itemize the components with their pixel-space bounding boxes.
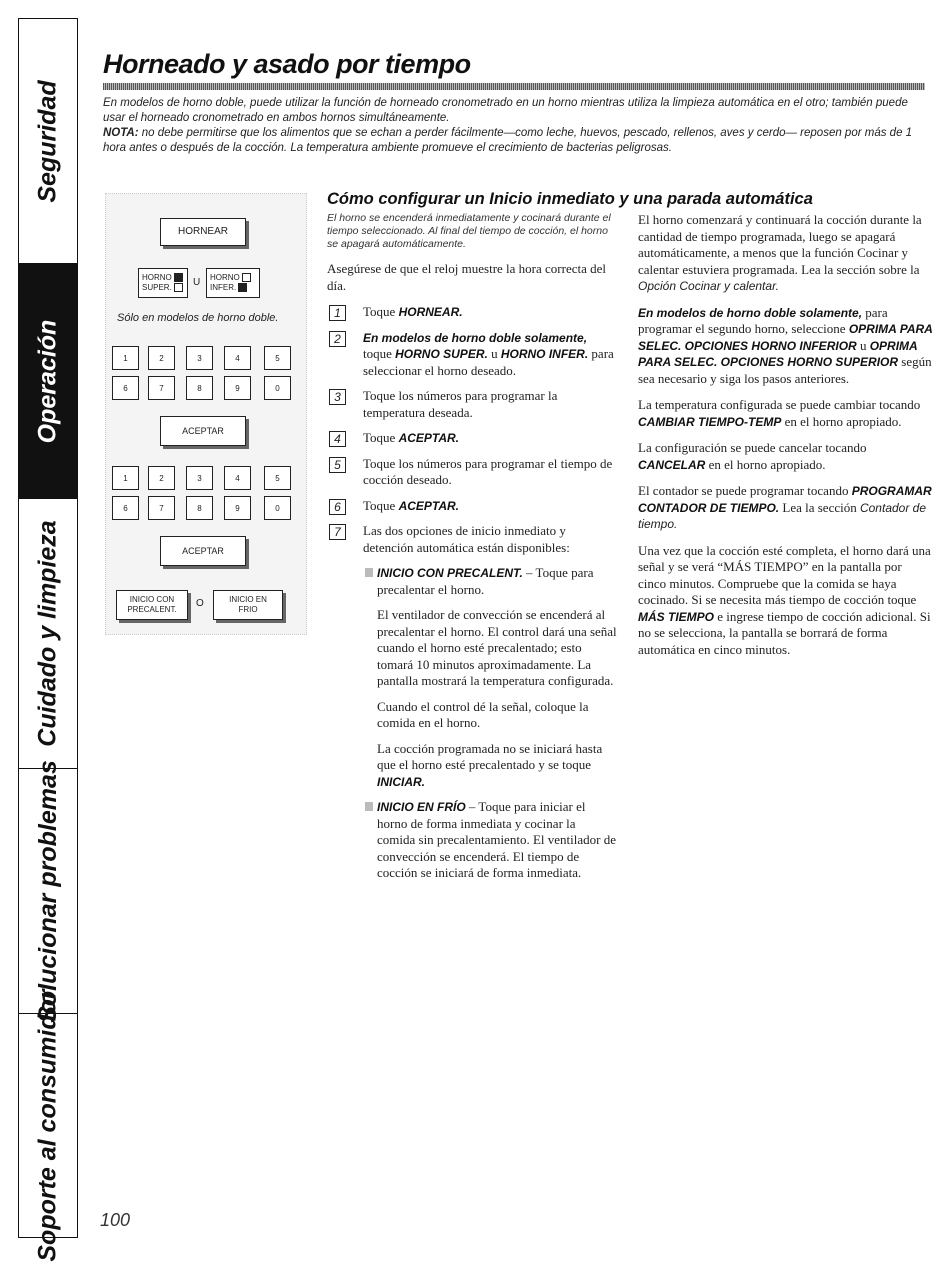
step-text: Toque [363, 304, 399, 319]
step-1 [327, 304, 617, 321]
paragraph-text: en el horno apropiado. [705, 456, 826, 472]
control-panel-illustration [105, 193, 307, 635]
intro-note [103, 126, 933, 156]
paragraph-keyword: MÁS TIEMPO [638, 609, 715, 624]
intro-text [103, 96, 933, 156]
hornear-key-label: HORNEAR [177, 226, 228, 237]
step-keyword: ACEPTAR. [398, 498, 460, 513]
section-reference: Opción Cocinar y calentar. [638, 279, 779, 293]
side-navigation [18, 18, 78, 1262]
step-text: Toque los números para programar la temperatura deseada. [363, 388, 558, 420]
step-text: Toque [363, 430, 399, 445]
horno-super-label-1: HORNO [142, 273, 172, 282]
section-heading: Cómo configurar un Inicio inmediato y una parada automática [327, 190, 813, 208]
keypad-8-key: 8 [186, 376, 213, 400]
keypad-3-key: 3 [186, 346, 213, 370]
paragraph-text: El contador se puede programar tocando [638, 483, 852, 498]
paragraph-keyword: OPRIMA PARA SELEC. OPCIONES HORNO SUPERIOR [638, 338, 918, 369]
right-paragraph-1 [638, 212, 933, 295]
step-number: 6 [329, 499, 346, 515]
paragraph-text: Lea la sección [779, 499, 860, 515]
option-text: La cocción programada no se iniciará hasta que el horno esté precalentado y se toque [377, 740, 603, 772]
paragraph-keyword: OPRIMA PARA SELEC. OPCIONES HORNO INFERIOR [638, 322, 933, 353]
tab-soporte-al-consumidor[interactable] [19, 989, 77, 1262]
option-text: – Toque para precalentar el horno. [377, 565, 594, 597]
indicator-square-icon [242, 273, 251, 282]
notes-column [638, 212, 933, 668]
or-separator: U [193, 277, 201, 288]
inicio-en-label-1: INICIO EN [229, 595, 267, 604]
tab-seguridad-label: Seguridad [33, 79, 62, 203]
option-text: – Toque para iniciar el horno de forma inmediata y cocinar la comida sin precalentamiento. El ventilador de convección se encenderá. El tiempo de cocción se iniciará de forma inmediata. [377, 799, 616, 880]
keypad-5-key: 5 [264, 346, 291, 370]
indicator-square-icon [174, 283, 183, 292]
option-keyword: INICIO EN FRÍO [377, 800, 466, 814]
title-underline [103, 83, 925, 90]
keypad-7-key: 7 [148, 376, 175, 400]
step-4 [327, 430, 617, 447]
right-paragraph-3 [638, 397, 933, 430]
instructions-column [327, 212, 617, 891]
horno-infer-key [206, 268, 260, 298]
indicator-square-icon [174, 273, 183, 282]
keypad-9-key: 9 [224, 496, 251, 520]
step-keyword: En modelos de horno doble solamente, [363, 330, 588, 345]
step-number: 5 [329, 457, 346, 473]
step-2 [327, 330, 617, 380]
aceptar-key [160, 536, 246, 566]
keypad-2-key: 2 [148, 466, 175, 490]
option-paragraph: Cuando el control dé la señal, coloque la comida en el horno. [377, 698, 589, 730]
hornear-key [160, 218, 246, 246]
keypad-0-key: 0 [264, 496, 291, 520]
keypad-6-key: 6 [112, 496, 139, 520]
step-5 [327, 456, 617, 489]
step-number: 7 [329, 524, 346, 540]
step-keyword: HORNEAR. [398, 305, 463, 319]
paragraph-keyword: En modelos de horno doble solamente, [638, 305, 863, 320]
intro-paragraph: En modelos de horno doble, puede utilizar la función de horneado cronometrado en un horno mientras utiliza la limpieza automática en el otro; también puede usar el horneado cronometrado en ambos hornos simultáneamente. [103, 97, 908, 124]
indicator-square-icon [238, 283, 247, 292]
paragraph-keyword: CAMBIAR TIEMPO-TEMP [638, 414, 782, 429]
inicio-en-frio-key [213, 590, 283, 620]
step-text: Toque los números para programar el tiempo de cocción deseado. [363, 455, 613, 487]
keypad-0-key: 0 [264, 376, 291, 400]
keypad-1-key: 1 [112, 466, 139, 490]
tab-cuidado-label: Cuidado y limpieza [33, 520, 62, 747]
option-keyword: INICIAR. [377, 774, 425, 789]
keypad-3-key: 3 [186, 466, 213, 490]
aceptar-key-label: ACEPTAR [182, 426, 224, 436]
step-keyword: ACEPTAR. [398, 431, 460, 445]
aceptar-key-label: ACEPTAR [182, 546, 224, 556]
lead-paragraph: El horno se encenderá inmediatamente y cocinará durante el tiempo seleccionado. Al final del tiempo de cocción, el horno se apagará automáticamente. [327, 212, 611, 250]
option-paragraph [327, 741, 617, 791]
horno-infer-label-2: INFER. [210, 283, 237, 292]
tab-solucionar-problemas[interactable] [19, 759, 77, 1023]
inicio-con-precalent-key [116, 590, 188, 620]
step-number: 1 [329, 305, 346, 321]
inicio-con-label-1: INICIO CON [129, 595, 175, 604]
step-7 [327, 523, 617, 556]
paragraph-text: El horno comenzará y continuará la cocción durante la cantidad de tiempo programada, luego se apagará automáticamente, a menos que la función Cocinar y calentar estuviera programada. Lea la sección sobre la [638, 212, 922, 277]
step-keyword: HORNO INFER. [500, 347, 589, 361]
paragraph-text: La temperatura configurada se puede cambiar tocando [638, 397, 921, 412]
horno-infer-label-1: HORNO [210, 273, 240, 282]
option-paragraph: El ventilador de convección se encenderá al precalentar el horno. El control dará una señal cuando el horno esté precalentado; esto tomará 10 minutos aproximadamente. La pantalla mostrará la temperatura configurada. [377, 607, 617, 688]
step-number: 4 [329, 431, 346, 447]
section-reference: Contador de tiempo. [638, 500, 927, 531]
paragraph-text: e ingrese tiempo de cocción adicional. Si no se selecciona, la pantalla se borrará de forma automática en cinco minutos. [638, 608, 931, 657]
step-number: 3 [329, 389, 346, 405]
paragraph-text: u [856, 337, 870, 353]
tab-cuidado-y-limpieza[interactable] [19, 499, 77, 769]
keypad-6-key: 6 [112, 376, 139, 400]
right-paragraph-5 [638, 483, 933, 533]
keypad-4-key: 4 [224, 346, 251, 370]
paragraph-text: La configuración se puede cancelar tocando [638, 440, 867, 455]
keypad-8-key: 8 [186, 496, 213, 520]
or-separator: O [196, 598, 204, 609]
paragraph-text: para programar el segundo horno, seleccione [638, 304, 888, 336]
step-3 [327, 388, 617, 421]
keypad-5-key: 5 [264, 466, 291, 490]
tab-seguridad[interactable] [19, 19, 77, 264]
horno-super-key [138, 268, 188, 298]
option-inicio-en-frio [327, 799, 617, 882]
step-text: u [487, 346, 501, 361]
step-keyword: HORNO SUPER. [395, 347, 488, 361]
step-text: para seleccionar el horno deseado. [363, 346, 614, 378]
option-keyword: INICIO CON PRECALENT. [377, 566, 523, 580]
keypad-4-key: 4 [224, 466, 251, 490]
panel-caption: Sólo en modelos de horno doble. [117, 312, 279, 324]
paragraph-text: según sea necesario y siga los pasos anteriores. [638, 354, 932, 386]
note-text: no debe permitirse que los alimentos que se echan a perder fácilmente—como leche, huevos, pescado, rellenos, aves y cerdo— reposen por más de 1 hora antes o después de la cocción. La temperatura ambiente promueve el crecimiento de bacterias peligrosas. [103, 127, 913, 154]
keypad-9-key: 9 [224, 376, 251, 400]
keypad-1-key: 1 [112, 346, 139, 370]
inicio-en-label-2: FRIO [238, 605, 258, 614]
bullet-icon [365, 568, 373, 577]
step-6 [327, 498, 617, 515]
aceptar-key [160, 416, 246, 446]
tab-operacion-label: Operación [33, 319, 62, 443]
page-title: Horneado y asado por tiempo [103, 49, 471, 79]
paragraph-keyword: CANCELAR [638, 457, 706, 472]
bullet-icon [365, 802, 373, 811]
paragraph-keyword: PROGRAMAR CONTADOR DE TIEMPO. [638, 484, 932, 515]
keypad-7-key: 7 [148, 496, 175, 520]
right-paragraph-2 [638, 305, 933, 388]
tab-operacion[interactable] [19, 264, 77, 499]
paragraph-text: Una vez que la cocción esté completa, el horno dará una señal y se verá “MÁS TIEMPO” en la pantalla por cinco minutos. Compruebe que la comida se haya cocinado. Si se necesita más tiempo de cocción toque [638, 542, 931, 607]
page-number: 100 [100, 1210, 131, 1230]
horno-super-label-2: SUPER. [142, 283, 172, 292]
step-number: 2 [329, 331, 346, 347]
right-paragraph-4 [638, 440, 933, 473]
tab-soporte-label: Soporte al consumidor [33, 989, 62, 1262]
option-inicio-con-precalent [327, 565, 617, 598]
inicio-con-label-2: PRECALENT. [127, 605, 177, 614]
keypad-2-key: 2 [148, 346, 175, 370]
step-text: Toque [363, 497, 399, 513]
clock-note: Asegúrese de que el reloj muestre la hora correcta del día. [327, 261, 607, 293]
step-text: Las dos opciones de inicio inmediato y detención automática están disponibles: [363, 523, 570, 555]
step-text: toque [363, 346, 396, 361]
tab-solucionar-label: Solucionar problemas [33, 759, 62, 1023]
right-paragraph-6 [638, 543, 933, 659]
paragraph-text: en el horno apropiado. [781, 413, 902, 429]
note-label: NOTA: [103, 127, 139, 139]
